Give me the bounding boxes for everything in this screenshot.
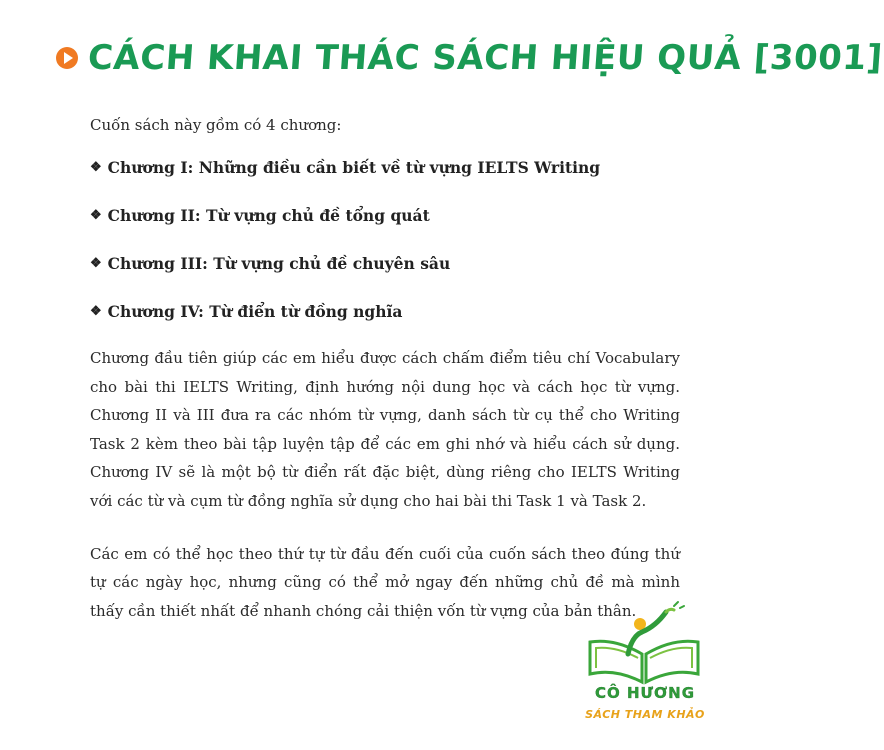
intro-text: Cuốn sách này gồm có 4 chương: [90, 116, 342, 134]
watermark-logo [570, 602, 720, 732]
diamond-bullet-icon: ❖ [90, 304, 102, 319]
chapter-item-4 [90, 302, 680, 321]
chapter-item-1 [90, 158, 680, 177]
content [90, 116, 680, 625]
chapter-item-2 [90, 206, 680, 225]
chapter-label: Chương III: Từ vựng chủ đề chuyên sâu [107, 254, 451, 273]
diamond-bullet-icon: ❖ [90, 208, 102, 223]
chapter-label: Chương II: Từ vựng chủ đề tổng quát [107, 206, 430, 225]
chapter-item-3 [90, 254, 680, 273]
diamond-bullet-icon: ❖ [90, 256, 102, 271]
watermark-name: CÔ HƯƠNG [594, 684, 696, 702]
play-circle-icon [56, 47, 78, 69]
paragraph-1: Chương đầu tiên giúp các em hiểu được cách chấm điểm tiêu chí Vocabulary cho bài thi IELTS Writing, định hướng nội dung học và cách học từ vựng. Chương II và III đưa ra các nhóm từ vựng, danh sách từ cụ thể cho Writing Task 2 kèm theo bài tập luyện tập để các em ghi nhớ và hiểu cách sử dụng. Chương IV sẽ là một bộ từ điển rất đặc biệt, dùng riêng cho IELTS Writing với các từ và cụm từ đồng nghĩa sử dụng cho hai bài thi Task 1 và Task 2. [90, 349, 680, 510]
watermark-subtitle: SÁCH THAM KHẢO [585, 708, 705, 721]
page-title: CÁCH KHAI THÁC SÁCH HIỆU QUẢ [3001] [86, 38, 884, 78]
paragraph-2: Các em có thể học theo thứ tự từ đầu đến cuối của cuốn sách theo đúng thứ tự các ngày học, nhưng cũng có thể mở ngay đến những chủ đề mà mình thấy cần thiết nhất để nhanh chóng cải thiện vốn từ vựng của bản thân. [90, 544, 680, 620]
chapter-label: Chương IV: Từ điển từ đồng nghĩa [107, 302, 403, 321]
book-person-icon [570, 602, 720, 686]
diamond-bullet-icon: ❖ [90, 160, 102, 175]
title-row [56, 38, 883, 78]
chapter-label: Chương I: Những điều cần biết về từ vựng IELTS Writing [107, 158, 601, 177]
